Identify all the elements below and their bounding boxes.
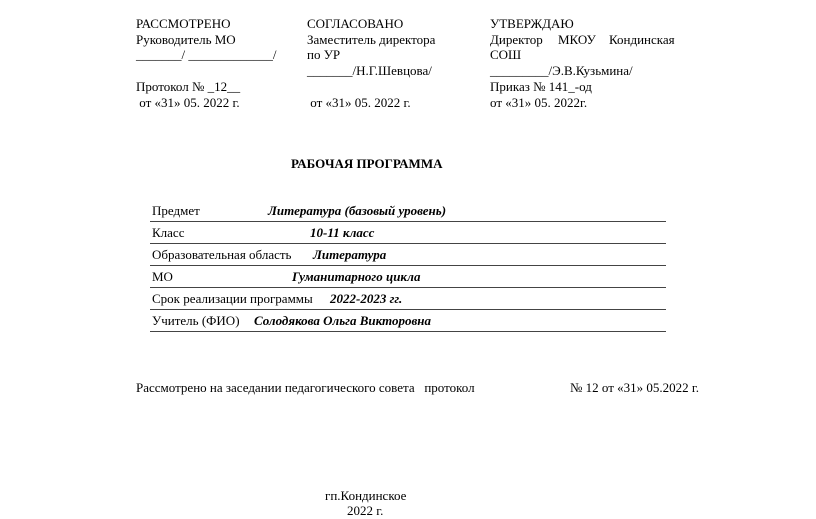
footer-year: 2022 г. [347,503,384,518]
program-heading: РАБОЧАЯ ПРОГРАММА [291,156,443,171]
approved-role-line2: СОШ [490,47,522,62]
row-mo-label: МО [152,269,173,284]
approved-title: УТВЕРЖДАЮ [490,16,574,31]
agreed-role-line2: по УР [307,47,341,62]
reviewed-date: от «31» 05. 2022 г. [136,95,240,110]
row-subject-label: Предмет [152,203,200,218]
row-divider [150,309,666,310]
row-divider [150,265,666,266]
reviewed-signature: _______/ _____________/ [136,47,277,62]
row-area-value: Литература [313,247,387,262]
footer-place: гп.Кондинское [325,488,407,503]
reviewed-protocol: Протокол № _12__ [136,79,241,94]
approved-role-line1-b: МКОУ [558,32,596,47]
approved-order: Приказ № 141_-од [490,79,592,94]
row-mo-value: Гуманитарного цикла [292,269,421,284]
reviewed-role: Руководитель МО [136,32,236,47]
council-text: Рассмотрено на заседании педагогического совета протокол [136,380,475,395]
reviewed-title: РАССМОТРЕНО [136,16,231,31]
row-teacher-value: Солодякова Ольга Викторовна [254,313,431,328]
agreed-signature: _______/Н.Г.Шевцова/ [307,63,432,78]
row-class-label: Класс [152,225,185,240]
approved-role-line1-a: Директор [490,32,543,47]
approved-date: от «31» 05. 2022г. [490,95,588,110]
row-subject-value: Литература (базовый уровень) [268,203,447,218]
row-divider [150,331,666,332]
row-class-value: 10-11 класс [310,225,375,240]
row-divider [150,221,666,222]
row-term-value: 2022-2023 гг. [330,291,403,306]
agreed-date: от «31» 05. 2022 г. [307,95,411,110]
row-teacher-label: Учитель (ФИО) [152,313,240,328]
agreed-title: СОГЛАСОВАНО [307,16,404,31]
row-term-label: Срок реализации программы [152,291,313,306]
approved-role-line1-c: Кондинская [609,32,675,47]
row-divider [150,243,666,244]
agreed-role-line1: Заместитель директора [307,32,436,47]
row-divider [150,287,666,288]
approved-signature: _________/Э.В.Кузьмина/ [490,63,633,78]
council-number: № 12 от «31» 05.2022 г. [570,380,700,395]
row-area-label: Образовательная область [152,247,292,262]
